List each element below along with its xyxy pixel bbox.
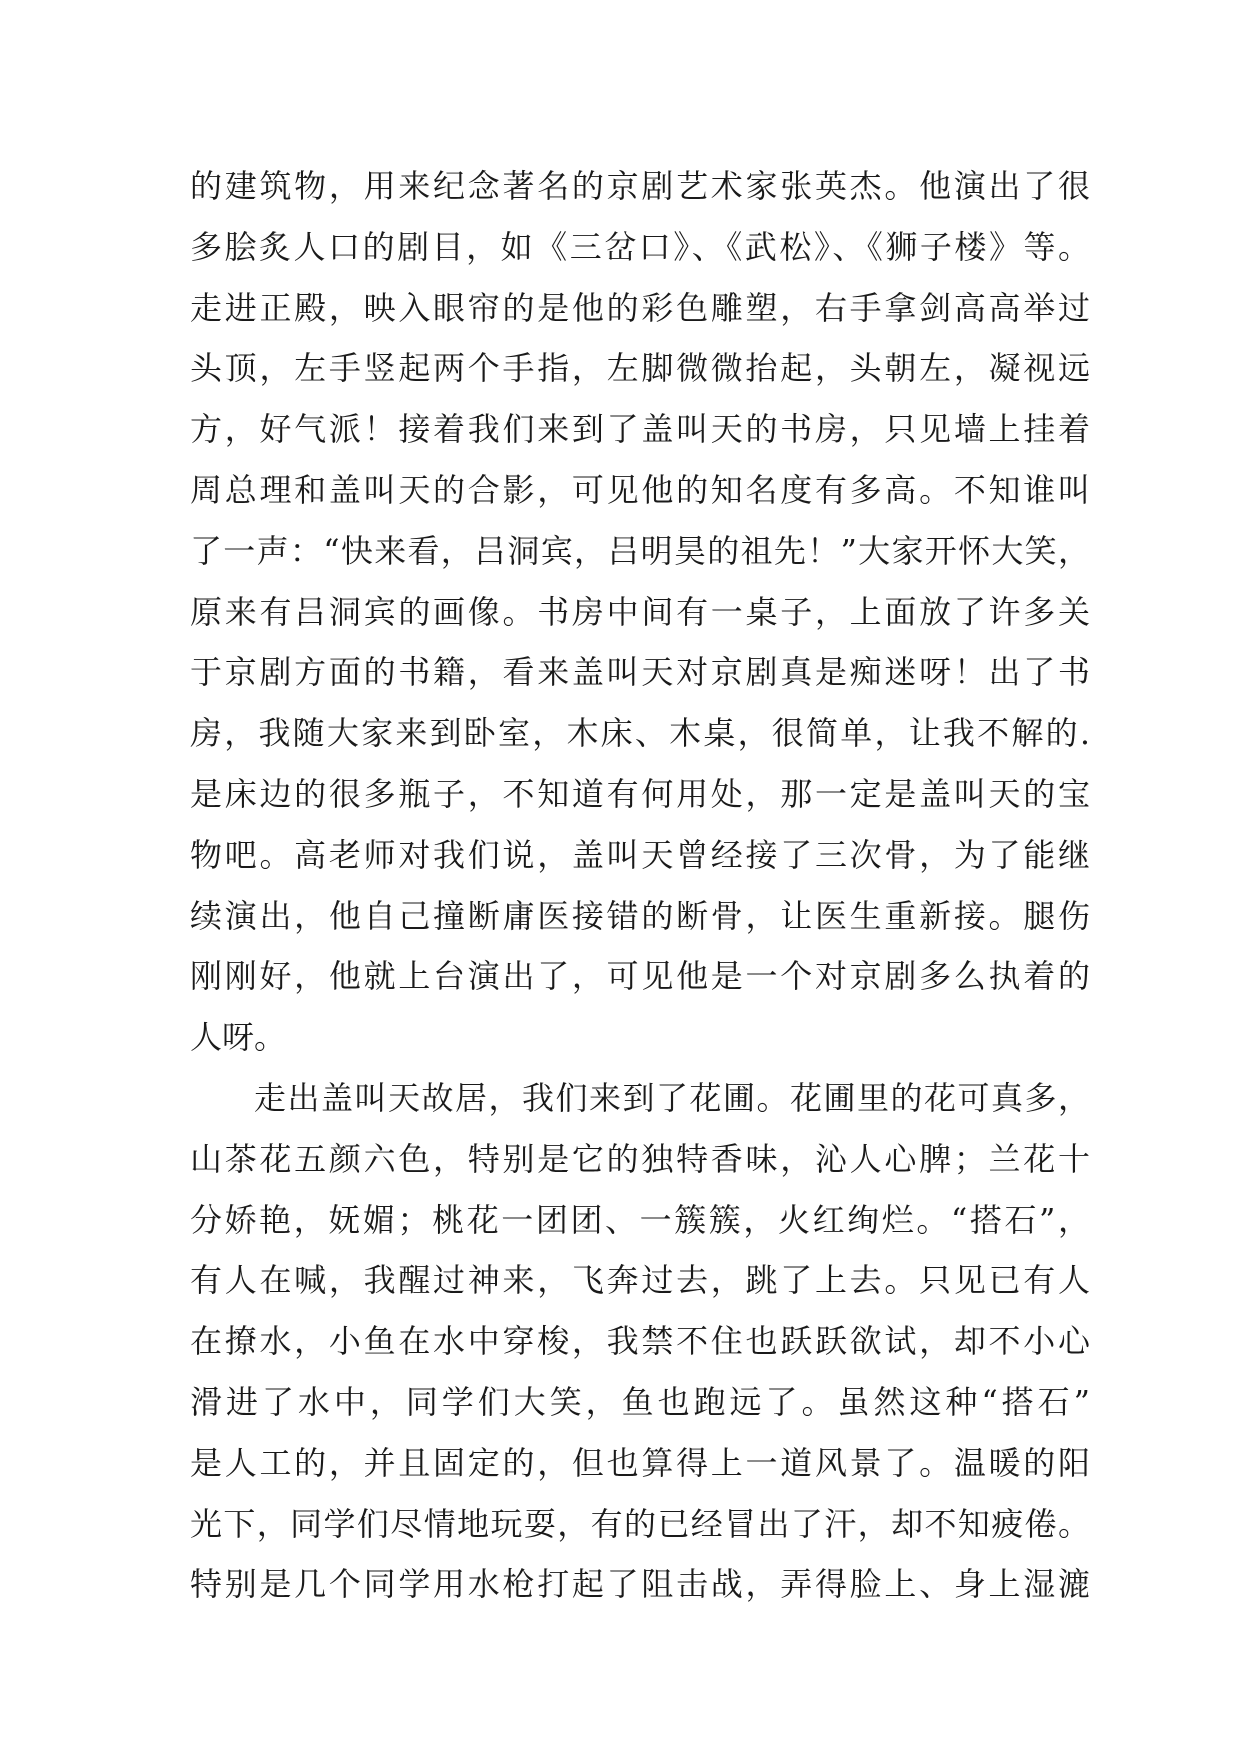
text-line: 有人在喊，我醒过神来，飞奔过去，跳了上去。只见已有人 [190,1261,1090,1300]
text-line: 是床边的很多瓶子，不知道有何用处，那一定是盖叫天的宝 [190,774,1090,813]
text-line: 人呀。 [190,1018,287,1057]
text-line: 头顶，左手竖起两个手指，左脚微微抬起，头朝左，凝视远 [190,349,1090,388]
text-line: 刚刚好，他就上台演出了，可见他是一个对京剧多么执着的 [190,957,1090,996]
text-line: 房，我随大家来到卧室，木床、木桌，很简单，让我不解的. [190,714,1090,753]
text-line: 走进正殿，映入眼帘的是他的彩色雕塑，右手拿剑高高举过 [190,288,1090,327]
text-line: 山茶花五颜六色，特别是它的独特香味，沁人心脾；兰花十 [190,1139,1090,1178]
text-line: 的建筑物，用来纪念著名的京剧艺术家张英杰。他演出了很 [190,167,1090,205]
text-line: 分娇艳，妩媚；桃花一团团、一簇簇，火红绚烂。“搭石”， [190,1200,1090,1239]
text-line: 方，好气派！接着我们来到了盖叫天的书房，只见墙上挂着 [190,410,1090,449]
essay-text [190,156,1090,1615]
text-line: 于京剧方面的书籍，看来盖叫天对京剧真是痴迷呀！出了书 [190,653,1090,692]
text-line: 续演出，他自己撞断庸医接错的断骨，让医生重新接。腿伤 [190,896,1090,935]
paragraph-2 [190,1068,1090,1615]
text-line: 多脍炙人口的剧目，如《三岔口》、《武松》、《狮子楼》等。 [190,227,1090,266]
text-line: 物吧。高老师对我们说，盖叫天曾经接了三次骨，为了能继 [190,835,1090,874]
text-line: 原来有吕洞宾的画像。书房中间有一桌子，上面放了许多关 [190,592,1090,631]
text-line: 周总理和盖叫天的合影，可见他的知名度有多高。不知谁叫 [190,470,1090,509]
text-line: 滑进了水中，同学们大笑，鱼也跑远了。虽然这种“搭石” [190,1382,1090,1421]
text-line: 走出盖叫天故居，我们来到了花圃。花圃里的花可真多， [254,1078,1090,1117]
paragraph-1 [190,156,1090,1068]
text-line: 在撩水，小鱼在水中穿梭，我禁不住也跃跃欲试，却不小心 [190,1322,1090,1361]
text-line: 了一声：“快来看，吕洞宾，吕明昊的祖先！”大家开怀大笑， [190,531,1090,570]
text-line: 光下，同学们尽情地玩耍，有的已经冒出了汗，却不知疲倦。 [190,1504,1090,1543]
text-line: 特别是几个同学用水枪打起了阻击战，弄得脸上、身上湿漉 [190,1565,1090,1604]
text-line: 是人工的，并且固定的，但也算得上一道风景了。温暖的阳 [190,1443,1090,1482]
